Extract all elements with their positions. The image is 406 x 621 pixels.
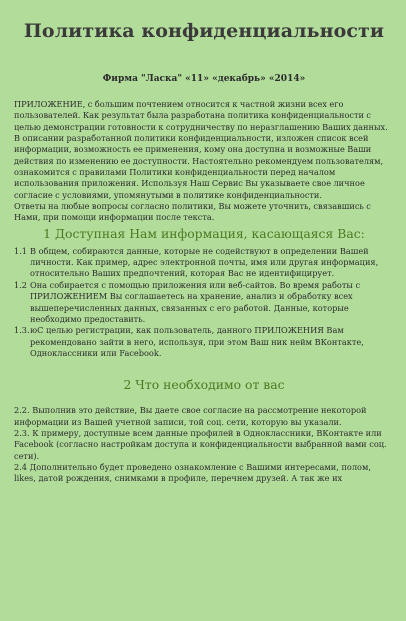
section-heading-2: 2 Что необходимо от вас xyxy=(123,377,285,393)
item-number: 1.1 xyxy=(14,245,28,256)
company-date-line: Фирма "Ласка" «11» «декабрь» «2014» xyxy=(102,74,306,84)
page-title: Политика конфиденциальности xyxy=(23,20,385,42)
intro-block xyxy=(14,99,394,224)
section-2-body xyxy=(14,405,394,484)
item-text: В общем, собираются данные, которые не содействуют в определении Вашей личности. Как пример, адрес электронной почты, имя или другая информация, относительно Ваших предпочтений, которая Вас не идентифицирует. xyxy=(30,245,379,279)
list-item xyxy=(14,280,394,325)
intro-paragraph: Ответы на любые вопросы согласно политики, Вы можете уточнить, связавшись с Нами, при помощи информации после текста. xyxy=(14,201,371,223)
item-number: 1.2 xyxy=(14,279,28,290)
item-number: 1.3. xyxy=(14,325,30,336)
section-paragraph: 2.4 Дополнительно будет проведено ознакомление с Вашими интересами, полом, likes, датой рождения, снимками в профиле, перечнем друзей. А так же их xyxy=(14,461,371,484)
item-text: юС целью регистрации, как пользователь, данного ПРИЛОЖЕНИЯ Вам рекомендовано зайти в него, используя, при этом Ваш ник нейм ВКонтакте, Одноклассники или Facebook. xyxy=(30,325,364,358)
section-paragraph: 2.2. Выполнив это действие, Вы даете свое согласие на рассмотрение некоторой информации из Вашей учетной записи, той соц. сети, которую вы указали. xyxy=(14,405,367,427)
section-1-list xyxy=(14,246,394,359)
intro-paragraph: ПРИЛОЖЕНИЕ, с большим почтением относится к частной жизни всех его пользователей. Как результат была разработана политика конфиденциальности с целью демонстрации готовности к сотрудничеству по неразглашению Ваших данных. В описании разработанной политики конфиденциальности, изложен список всей информации, возможность ее применения, кому она доступна и возможные Ваши действия по изменению ее доступности. Настоятельно рекомендуем пользователям, ознакомится с правилами Политики конфиденциальности перед началом использования приложения. Используя Наш Сервис Вы указываете свое личное согласие с условиями, упомянутыми в политике конфиденциальности. xyxy=(14,99,388,200)
list-item xyxy=(14,325,394,359)
section-paragraph: 2.3. К примеру, доступные всем данные профилей в Одноклассники, ВКонтакте или Facebook (согласно настройкам доступа и конфиденциальности выбранной вами соц. сети). xyxy=(14,427,387,461)
item-text: Она собирается с помощью приложения или веб-сайтов. Во время работы с ПРИЛОЖЕНИЕМ Вы соглашаетесь на хранение, анализ и обработку всех вышеперечисленных данных, связанных с его работой. Данные, которые необходимо предоставить. xyxy=(30,279,361,324)
list-item xyxy=(14,246,394,280)
section-heading-1: 1 Доступная Нам информация, касающаяся Вас: xyxy=(43,225,365,241)
